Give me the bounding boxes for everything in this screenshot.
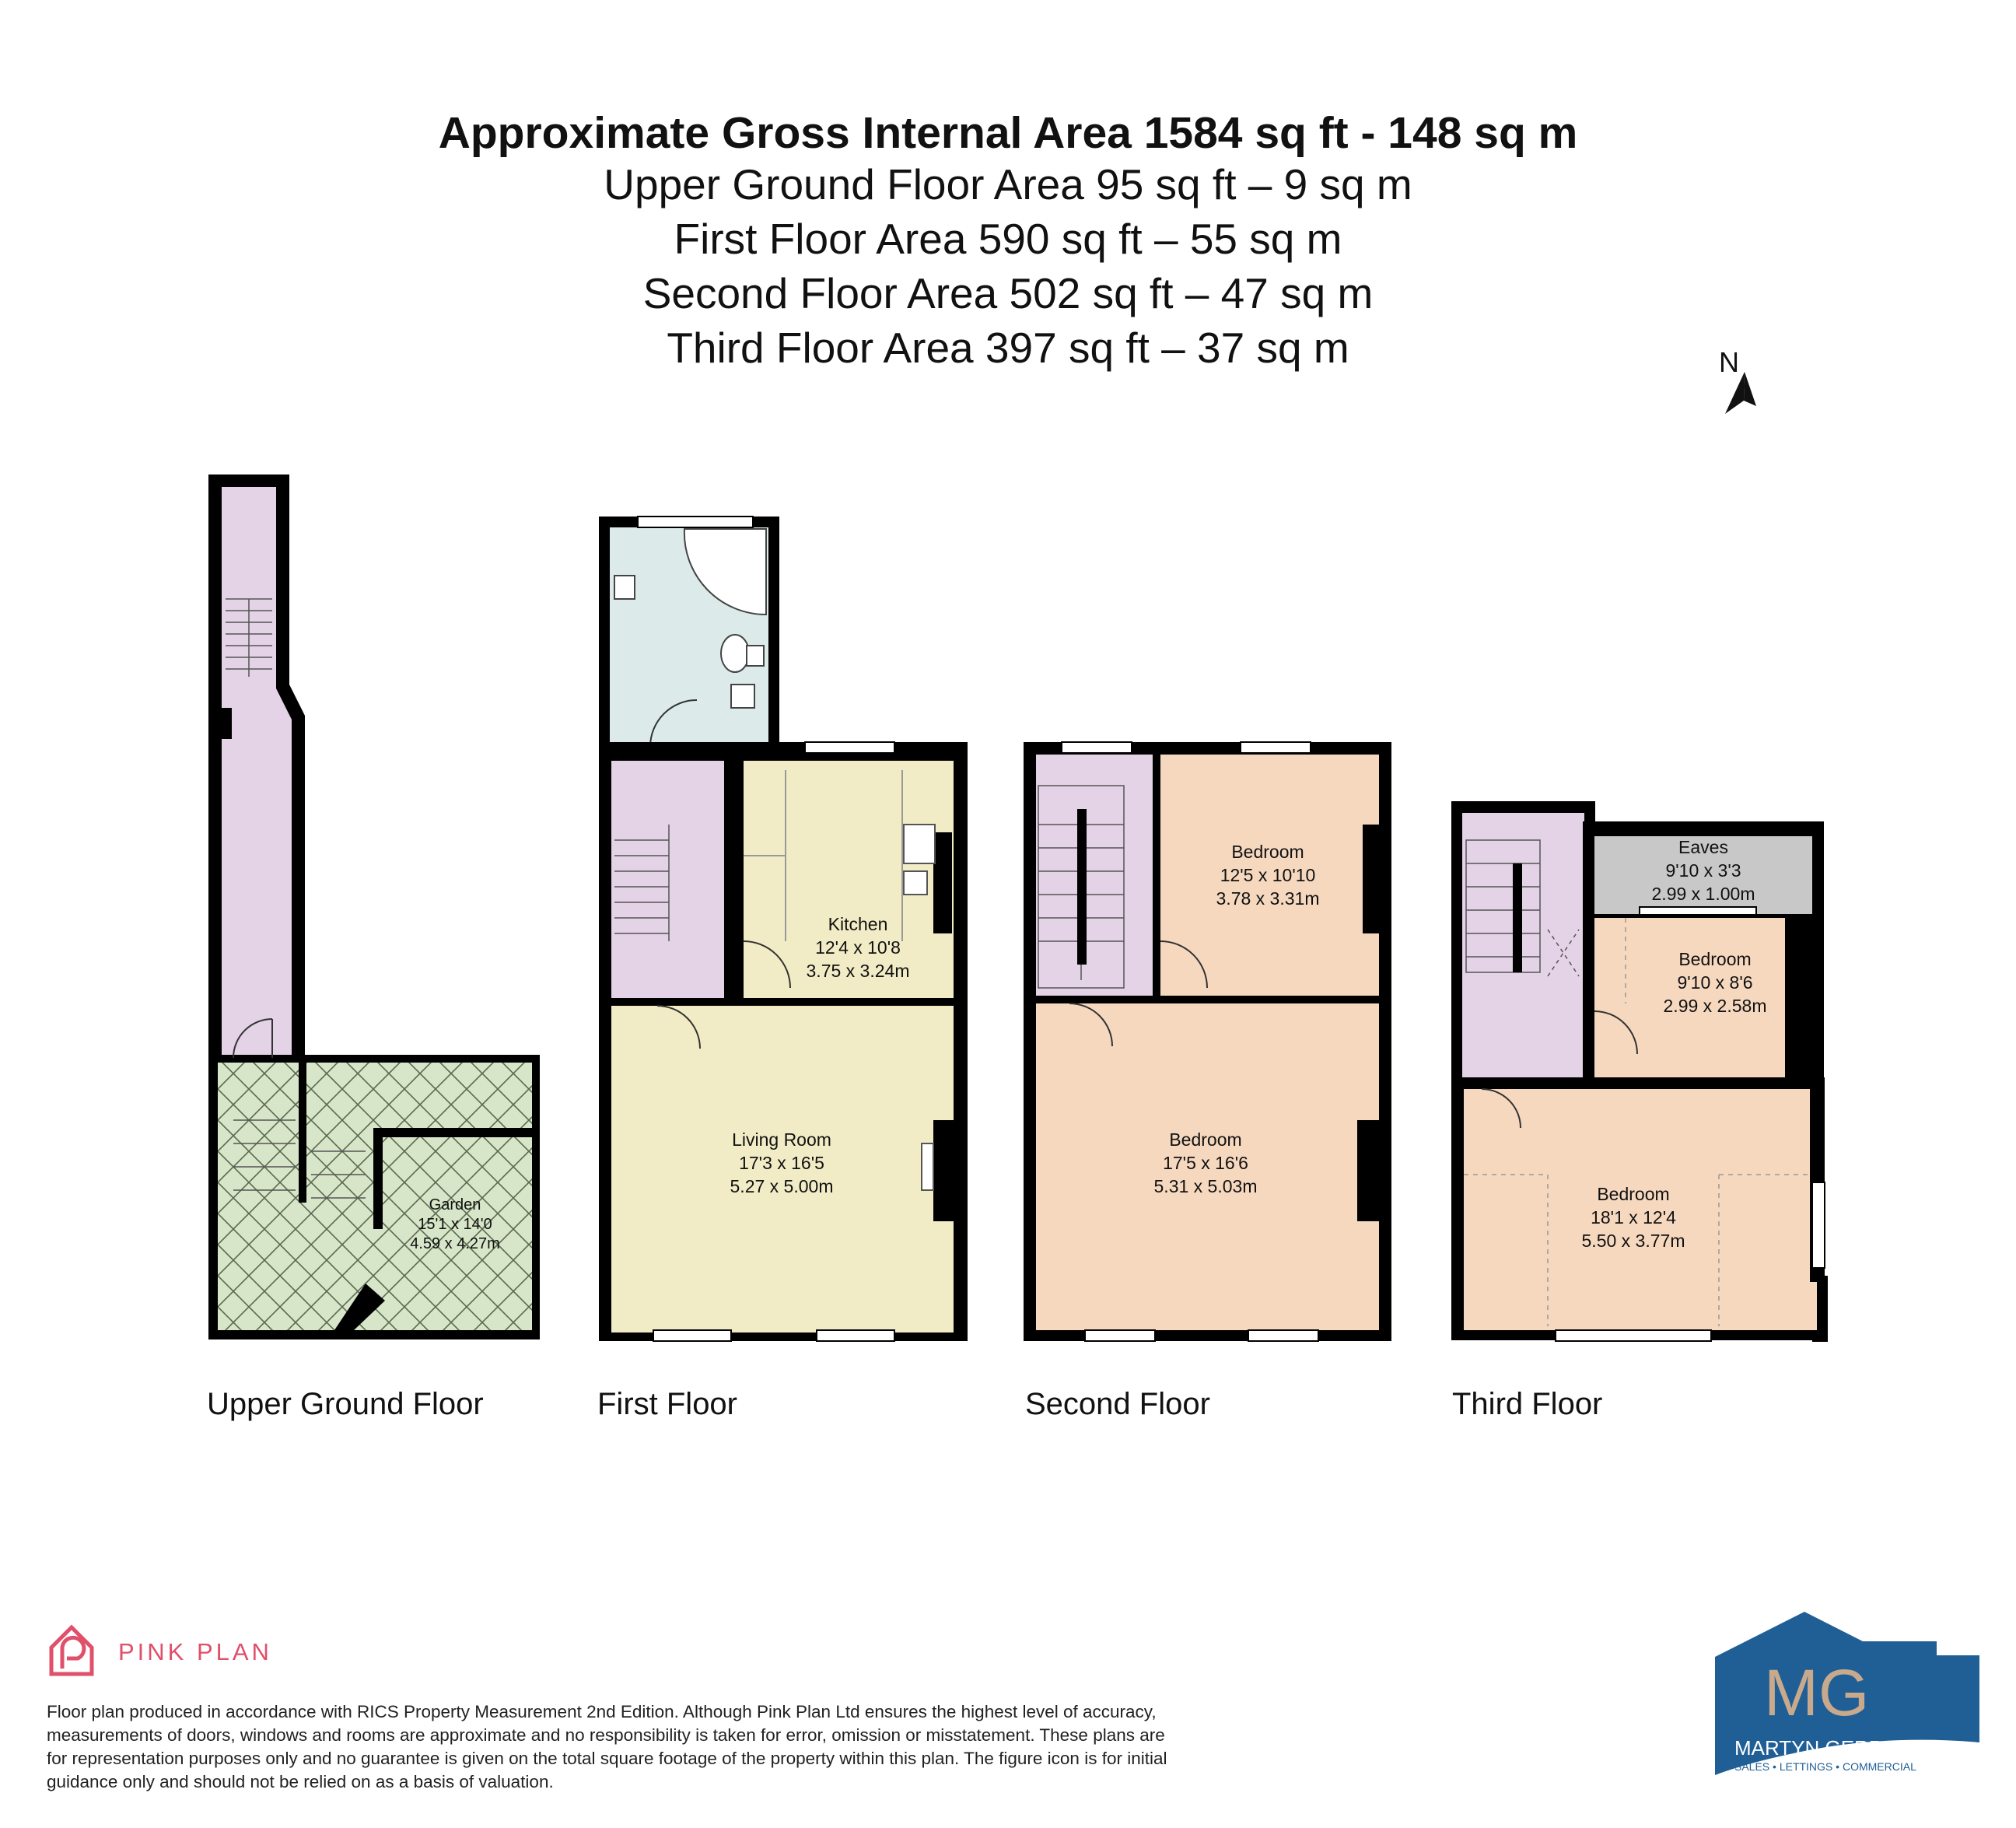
- floor-label-third: Third Floor: [1452, 1387, 1603, 1421]
- third-floor-area: Third Floor Area 397 sq ft – 37 sq m: [667, 324, 1349, 372]
- kitchen-imperial: 12'4 x 10'8: [815, 937, 901, 958]
- first-floor-area: First Floor Area 590 sq ft – 55 sq m: [674, 215, 1342, 263]
- second-bedroom-2-metric: 5.31 x 5.03m: [1153, 1176, 1258, 1196]
- second-bedroom-1-metric: 3.78 x 3.31m: [1216, 888, 1320, 909]
- third-bedroom-2-metric: 5.50 x 3.77m: [1581, 1231, 1685, 1251]
- agent-tagline: SALES • LETTINGS • COMMERCIAL: [1734, 1760, 1916, 1773]
- living-room-imperial: 17'3 x 16'5: [739, 1153, 824, 1173]
- second-bedroom-1-name: Bedroom: [1231, 842, 1304, 862]
- third-bedroom-2-name: Bedroom: [1597, 1184, 1670, 1204]
- second-floor-area: Second Floor Area 502 sq ft – 47 sq m: [642, 269, 1374, 317]
- martyn-gerrard-logo-icon: [1715, 1612, 1979, 1775]
- kitchen-metric: 3.75 x 3.24m: [806, 961, 910, 981]
- eaves-imperial: 9'10 x 3'3: [1665, 860, 1741, 881]
- garden-imperial: 15'1 x 14'0: [418, 1216, 492, 1233]
- garden-metric: 4.59 x 4.27m: [410, 1235, 500, 1252]
- upper-ground-area: Upper Ground Floor Area 95 sq ft – 9 sq m: [604, 160, 1412, 208]
- third-floor-plan: [1451, 801, 1828, 1342]
- floor-label-second: Second Floor: [1025, 1387, 1210, 1421]
- disclaimer-text: Floor plan produced in accordance with RICS Property Measurement 2nd Edition. Although Pink Plan Ltd ensures the highest level of accuracy, measurements of doors, windows and rooms are approximate and no responsibility is taken for error, omission or misstatement. These plans are for representation purposes only and no guarantee is given on the total square footage of the property within this plan. The figure icon is for initial guidance only and should not be relied on as a basis of valuation.: [47, 1702, 1167, 1791]
- north-arrow-icon: [1719, 346, 1756, 414]
- third-bedroom-1-metric: 2.99 x 2.58m: [1663, 996, 1767, 1016]
- first-floor-plan: [599, 517, 968, 1341]
- kitchen-name: Kitchen: [828, 914, 888, 934]
- gross-area-title: Approximate Gross Internal Area 1584 sq ft - 148 sq m: [438, 108, 1578, 158]
- floor-label-first: First Floor: [597, 1387, 737, 1421]
- living-room-name: Living Room: [732, 1129, 831, 1150]
- upper-ground-floor-plan: [208, 475, 540, 1339]
- second-bedroom-2-name: Bedroom: [1169, 1129, 1242, 1150]
- compass-label: N: [1719, 346, 1739, 378]
- second-floor-plan: [1024, 742, 1391, 1341]
- agent-initials: MG: [1764, 1656, 1870, 1729]
- agent-name: MARTYN GERRARD: [1734, 1736, 1927, 1760]
- third-bedroom-2-imperial: 18'1 x 12'4: [1591, 1207, 1676, 1227]
- living-room-metric: 5.27 x 5.00m: [730, 1176, 834, 1196]
- third-bedroom-1-name: Bedroom: [1678, 949, 1752, 969]
- eaves-name: Eaves: [1678, 837, 1728, 857]
- floor-label-upper-ground: Upper Ground Floor: [207, 1387, 484, 1421]
- second-bedroom-2-imperial: 17'5 x 16'6: [1163, 1153, 1248, 1173]
- eaves-metric: 2.99 x 1.00m: [1651, 884, 1755, 904]
- pink-plan-brand: PINK PLAN: [118, 1638, 272, 1665]
- second-bedroom-1-imperial: 12'5 x 10'10: [1220, 865, 1316, 885]
- pink-plan-logo-icon: [51, 1627, 92, 1674]
- third-bedroom-1-imperial: 9'10 x 8'6: [1677, 972, 1753, 993]
- garden-name: Garden: [429, 1196, 481, 1213]
